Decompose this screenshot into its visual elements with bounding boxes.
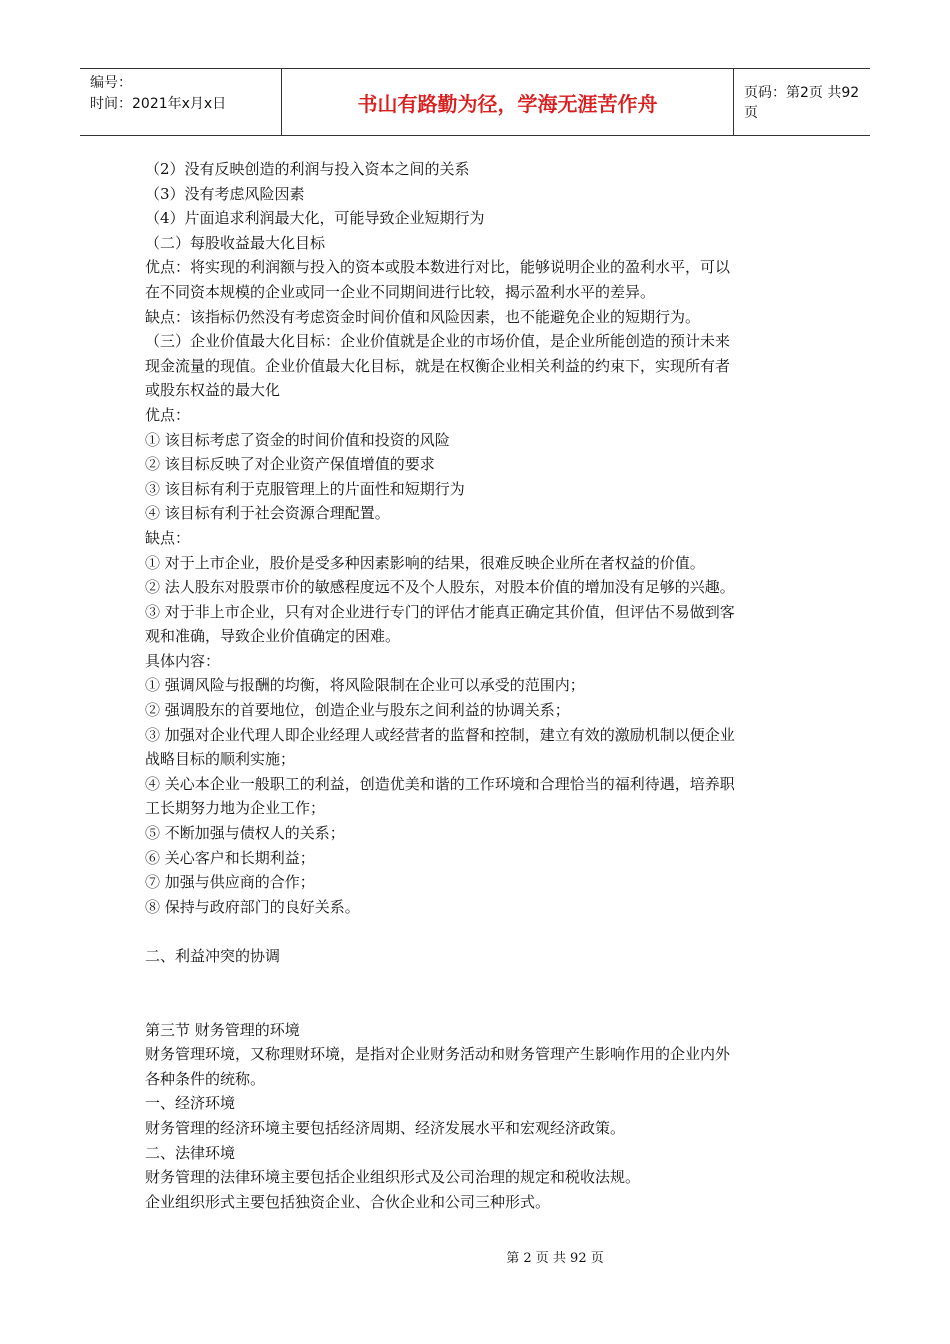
list-item: ① 对于上市企业，股价是受多种因素影响的结果，很难反映企业所在者权益的价值。	[145, 553, 705, 572]
list-item: ④ 该目标有利于社会资源合理配置。	[145, 504, 390, 523]
list-item: ⑤ 不断加强与债权人的关系；	[145, 824, 345, 843]
text-line: 观和准确，导致企业价值确定的困难。	[145, 627, 401, 646]
text-line: 战略目标的顺利实施；	[145, 750, 296, 769]
text-line: 各种条件的统称。	[145, 1069, 266, 1088]
section-heading: 一、经济环境	[145, 1094, 236, 1113]
text-line: 工长期努力地为企业工作；	[145, 799, 326, 818]
section-heading: 第三节 财务管理的环境	[145, 1020, 300, 1039]
text-line: （4）片面追求利润最大化，可能导致企业短期行为	[145, 209, 485, 228]
list-item: ② 该目标反映了对企业资产保值增值的要求	[145, 455, 435, 474]
text-line: 优点：	[145, 405, 191, 424]
header-motto: 书山有路勤为径，学海无涯苦作舟	[282, 69, 734, 135]
list-item: ③ 加强对企业代理人即企业经理人或经营者的监督和控制，建立有效的激励机制以便企业	[145, 725, 735, 744]
section-heading: （二）每股收益最大化目标	[145, 233, 326, 252]
footer-page-number: 第 2 页 共 92 页	[506, 1251, 604, 1266]
page-footer	[0, 1247, 950, 1266]
text-line: 在不同资本规模的企业或同一企业不同期间进行比较，揭示盈利水平的差异。	[145, 282, 656, 301]
list-item: ① 强调风险与报酬的均衡，将风险限制在企业可以承受的范围内；	[145, 676, 585, 695]
list-item: ⑦ 加强与供应商的合作；	[145, 873, 315, 892]
document-number: 编号：	[90, 75, 132, 91]
text-line: 具体内容：	[145, 651, 221, 670]
list-item: ③ 对于非上市企业，只有对企业进行专门的评估才能真正确定其价值，但评估不易做到客	[145, 602, 735, 621]
text-line: 财务管理环境，又称理财环境，是指对企业财务活动和财务管理产生影响作用的企业内外	[145, 1045, 731, 1064]
text-line: （2）没有反映创造的利润与投入资本之间的关系	[145, 160, 470, 178]
document-body	[145, 157, 815, 1214]
list-item: ⑥ 关心客户和长期利益；	[145, 848, 315, 867]
list-item: ② 法人股东对股票市价的敏感程度远不及个人股东，对股本价值的增加没有足够的兴趣。	[145, 578, 735, 597]
text-line: 优点：将实现的利润额与投入的资本或股本数进行对比，能够说明企业的盈利水平，可以	[145, 258, 731, 277]
section-heading: （三）企业价值最大化目标：企业价值就是企业的市场价值，是企业所能创造的预计未来	[145, 332, 731, 351]
text-line: （3）没有考虑风险因素	[145, 184, 305, 203]
text-line: 缺点：该指标仍然没有考虑资金时间价值和风险因素，也不能避免企业的短期行为。	[145, 307, 701, 326]
text-line: 财务管理的经济环境主要包括经济周期、经济发展水平和宏观经济政策。	[145, 1118, 626, 1137]
list-item: ③ 该目标有利于克服管理上的片面性和短期行为	[145, 479, 465, 498]
header-table	[80, 68, 870, 136]
text-line: 或股东权益的最大化	[145, 381, 281, 400]
text-line: 缺点：	[145, 528, 191, 547]
header-meta-cell	[80, 69, 282, 135]
document-date: 时间：2021年x月x日	[90, 96, 227, 112]
section-heading: 二、法律环境	[145, 1143, 236, 1162]
text-line: 企业组织形式主要包括独资企业、合伙企业和公司三种形式。	[145, 1192, 551, 1211]
list-item: ② 强调股东的首要地位，创造企业与股东之间利益的协调关系；	[145, 701, 570, 720]
text-line: 现金流量的现值。企业价值最大化目标，就是在权衡企业相关利益的约束下，实现所有者	[145, 356, 731, 375]
header-page-number: 页码：第2页 共92页	[744, 85, 860, 121]
list-item: ⑧ 保持与政府部门的良好关系。	[145, 897, 360, 916]
list-item: ④ 关心本企业一般职工的利益，创造优美和谐的工作环境和合理恰当的福利待遇，培养职	[145, 774, 735, 793]
list-item: ① 该目标考虑了资金的时间价值和投资的风险	[145, 430, 450, 449]
text-line: 财务管理的法律环境主要包括企业组织形式及公司治理的规定和税收法规。	[145, 1168, 641, 1187]
section-heading: 二、利益冲突的协调	[145, 947, 281, 965]
